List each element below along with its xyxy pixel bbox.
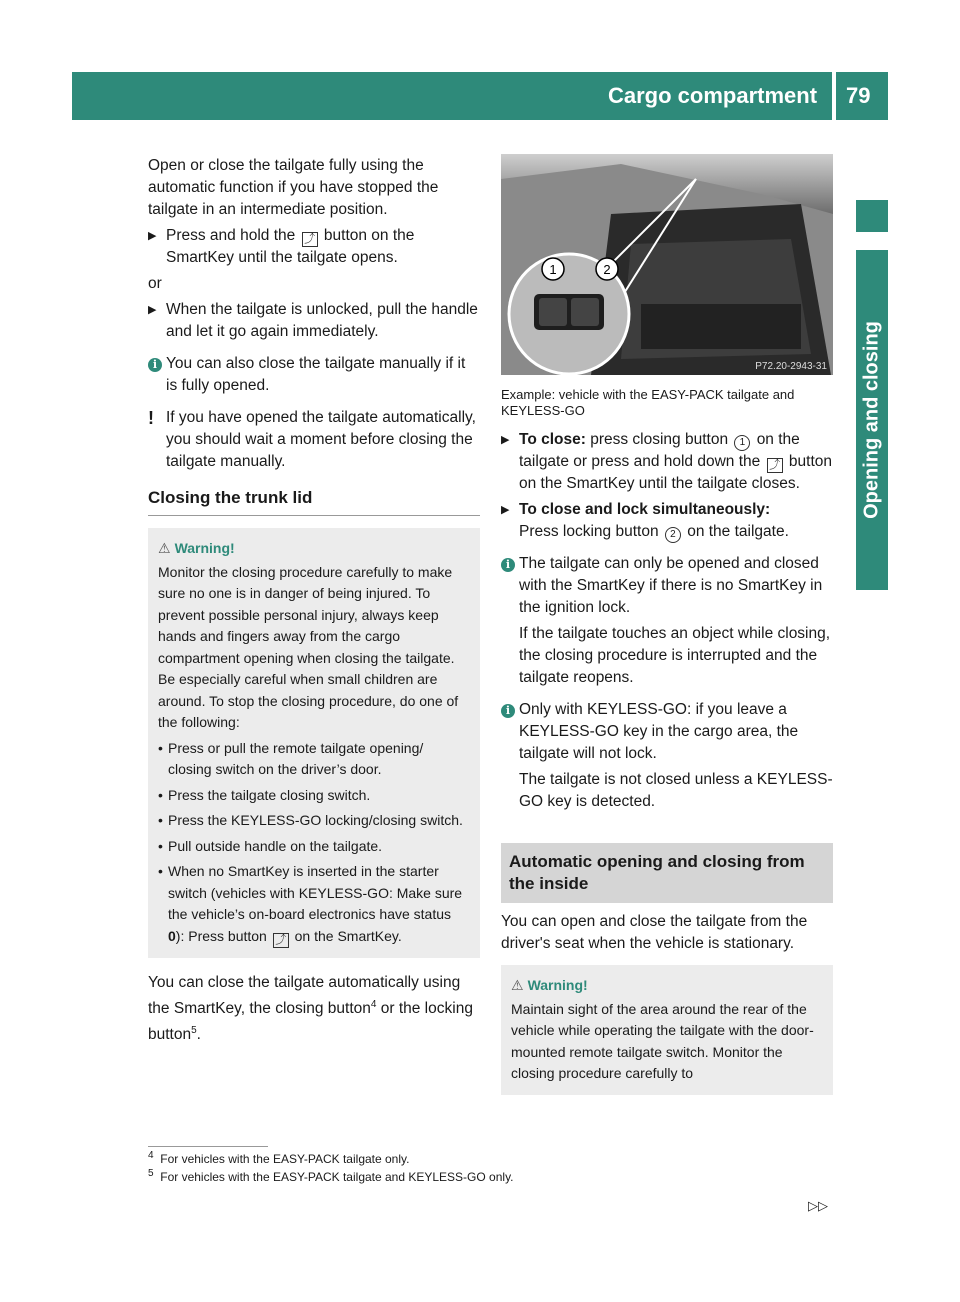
warning-box (148, 528, 480, 958)
step-arrow-icon: ▶ (148, 230, 157, 242)
footnote-4: $^4$ For vehicles with the EASY-PACK tailgate only. (148, 1150, 410, 1166)
left-column (148, 155, 480, 1046)
or-text: or (148, 275, 162, 292)
step-arrow-icon: ▶ (501, 504, 510, 516)
info-note: i Only with KEYLESS-GO: if you leave a KEYLESS-GO key in the cargo area, the tailgate will not lock. The tailgate is not closed unless a KEYLESS-GO key is detected. (501, 699, 833, 813)
step-to-close: ▶ To close: press closing button 1 on the tailgate or press and hold down the ⤴ button on the SmartKey until the tailgate closes. (501, 429, 833, 495)
step-arrow-icon: ▶ (501, 434, 510, 446)
warning-bullet: • Press the KEYLESS-GO locking/closing switch. (158, 812, 463, 828)
closing-paragraph: You can close the tailgate automatically using the SmartKey, the closing button$^4$ or the locking button$^5$. (148, 973, 473, 1043)
callout-1-icon: 1 (734, 435, 750, 451)
info-icon: i (501, 558, 515, 572)
side-tab-label: Opening and closing (860, 321, 883, 519)
callout-1: 1 (549, 262, 557, 277)
footnote-rule (148, 1146, 268, 1147)
photo-code: P72.20-2943-31 (755, 361, 827, 372)
side-marker (856, 200, 888, 232)
photo-caption: Example: vehicle with the EASY-PACK tailgate and KEYLESS-GO (501, 387, 795, 418)
warning-bullet: • Press or pull the remote tailgate opening/ closing switch on the driver’s door. (158, 739, 424, 777)
warning-bullet: • When no SmartKey is inserted in the starter switch (vehicles with KEYLESS-GO: Make sure the vehicle’s on-board electronics have status 0): Press button ⤴ on the SmartKey. (158, 863, 463, 946)
step-close-lock: ▶ To close and lock simultaneously: Press locking button 2 on the tailgate. (501, 499, 833, 543)
step-text: Press and hold the (166, 227, 296, 244)
tailgate-illustration (501, 154, 833, 375)
step-text: button on the SmartKey until the tailgate opens. (166, 227, 415, 266)
intro-paragraph: Open or close the tailgate fully using the automatic function if you have stopped the tailgate in an intermediate position. (148, 157, 439, 218)
warning-triangle-icon: ⚠ (511, 977, 524, 993)
warning-text: Monitor the closing procedure carefully to make sure no one is in danger of being injured. To prevent possible personal injury, always keep hands and fingers away from the cargo compartment opening when closing the tailgate. Be especially careful when small children are around. To stop the closing procedure, do one of the following: (158, 563, 459, 730)
warning-box (501, 965, 833, 1095)
warning-text: Maintain sight of the area around the rear of the vehicle while operating the tailgate with the door-mounted remote tailgate switch. Monitor the closing procedure carefully to (511, 1000, 814, 1081)
page-number: 79 (846, 83, 871, 108)
info-note: i The tailgate can only be opened and closed with the SmartKey if there is no SmartKey in the ignition lock. If the tailgate touches an object while closing, the closing procedure is interrupted and the tailgate reopens. (501, 553, 833, 689)
warning-title: Warning! (174, 540, 235, 556)
continued-icon: ▷▷ (808, 1198, 828, 1213)
info-note (148, 353, 480, 397)
exclamation-icon: ! (148, 408, 154, 428)
caution-text: If you have opened the tailgate automatically, you should wait a moment before closing the tailgate manually. (166, 409, 476, 470)
tailgate-key-icon: ⤴ (302, 232, 318, 247)
info-icon: i (148, 358, 162, 372)
warning-bullet: • Press the tailgate closing switch. (158, 786, 371, 803)
step-arrow-icon: ▶ (148, 304, 157, 316)
page-title: Cargo compartment (608, 83, 818, 108)
tailgate-photo (501, 154, 833, 375)
right-column (501, 154, 833, 1095)
step-pull-handle (148, 299, 480, 343)
step-press-hold (148, 225, 480, 269)
step-text: When the tailgate is unlocked, pull the handle and let it go again immediately. (166, 301, 478, 340)
tailgate-key-icon: ⤴ (273, 933, 289, 948)
subheading: Closing the trunk lid (148, 487, 480, 516)
warning-bullet: • Pull outside handle on the tailgate. (158, 837, 383, 854)
caution-note (148, 407, 480, 473)
callout-2-icon: 2 (665, 527, 681, 543)
info-icon: i (501, 704, 515, 718)
footnote-5: $^5$ For vehicles with the EASY-PACK tailgate and KEYLESS-GO only. (148, 1168, 514, 1184)
section-paragraph: You can open and close the tailgate from the driver's seat when the vehicle is stationary. (501, 913, 808, 952)
tailgate-key-icon: ⤴ (767, 458, 783, 473)
warning-title: Warning! (527, 977, 588, 993)
callout-2: 2 (603, 262, 611, 277)
warning-triangle-icon: ⚠ (158, 540, 171, 556)
section-heading: Automatic opening and closing from the inside (501, 843, 833, 903)
info-text: You can also close the tailgate manually if it is fully opened. (166, 355, 466, 394)
